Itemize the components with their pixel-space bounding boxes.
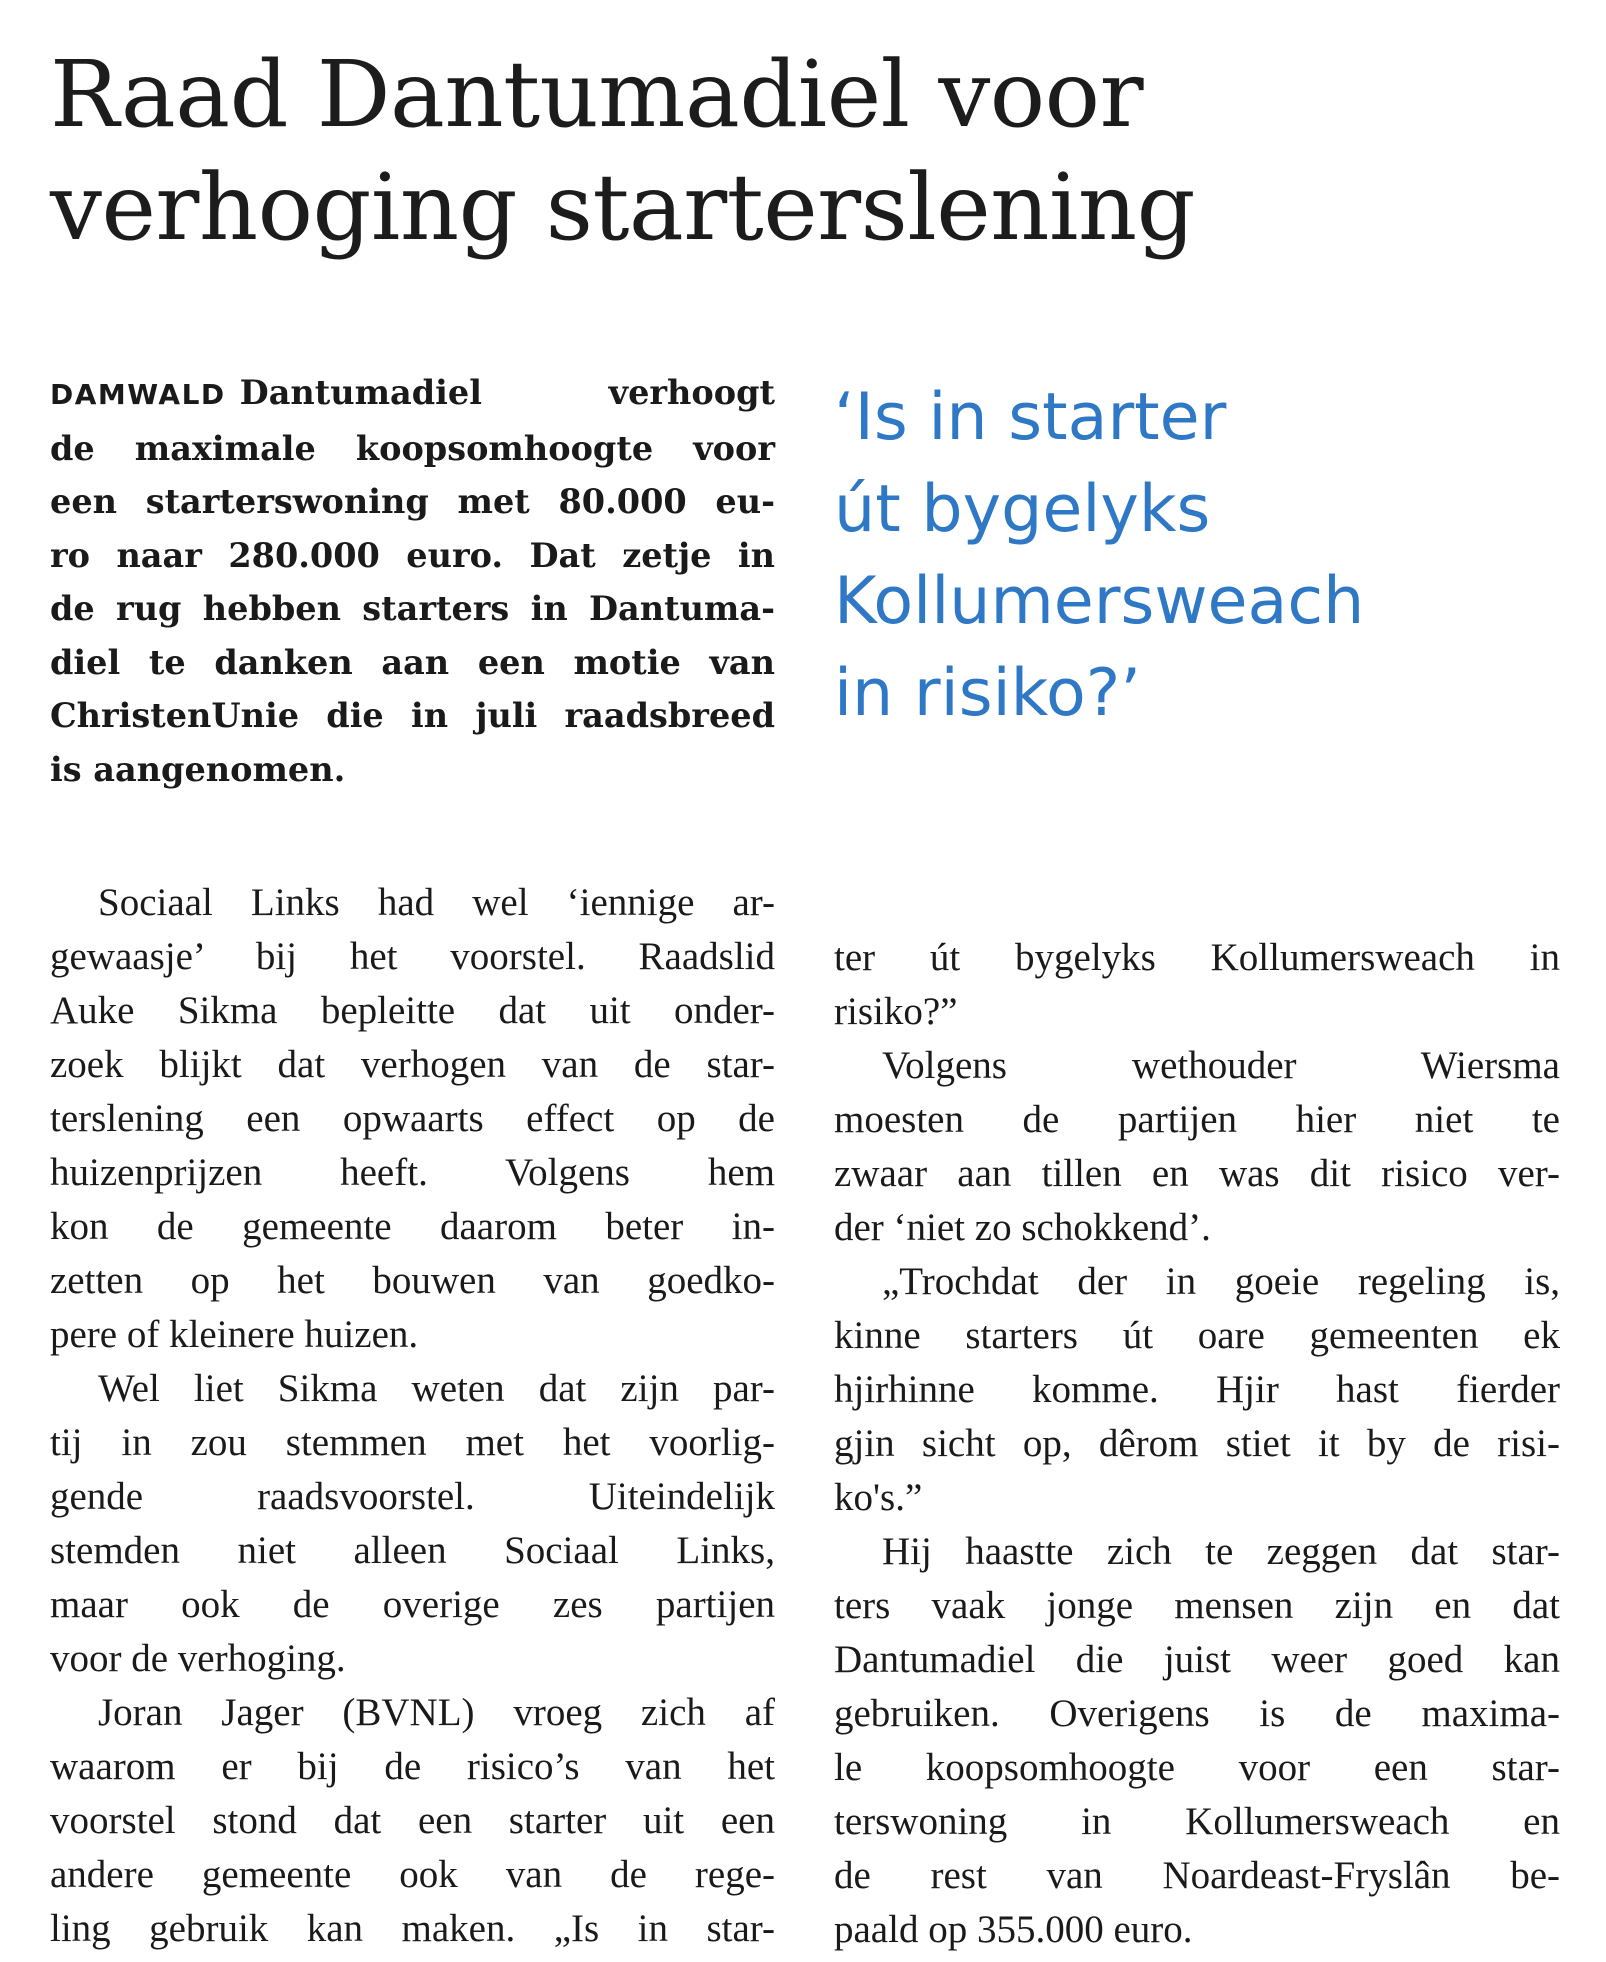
body-line: waarom er bij de risico’s van het [50,1745,775,1788]
body-line: „Trochdat der in goeie regeling is, [882,1260,1560,1303]
body-line: ter út bygelyks Kollumersweach in [834,936,1560,979]
body-line: zetten op het bouwen van goedko- [50,1259,775,1302]
body-line: Auke Sikma bepleitte dat uit onder- [50,989,775,1032]
body-line: kon de gemeente daarom beter in- [50,1205,775,1248]
body-line: gjin sicht op, dêrom stiet it by de risi- [834,1422,1560,1465]
lead-line: de maximale koopsomhoogte voor [50,428,775,468]
body-line: risiko?” [834,990,958,1033]
dateline: DAMWALD [50,378,226,411]
body-text-left [50,876,775,1956]
body-line: Wel liet Sikma weten dat zijn par- [98,1367,775,1410]
body-text-right [834,931,1560,1957]
body-line: Volgens wethouder Wiersma [882,1044,1560,1087]
lead-line: de rug hebben starters in Dantuma- [50,589,775,628]
body-line: terslening een opwaarts effect op de [50,1097,775,1140]
body-line: der ‘niet zo schokkend’. [834,1206,1211,1249]
lead-paragraph [50,366,775,796]
body-line: pere of kleinere huizen. [50,1313,419,1356]
body-line: voor de verhoging. [50,1637,346,1680]
body-line: ling gebruik kan maken. „Is in star- [50,1907,775,1950]
headline-line: verhoging starterslening [50,154,1196,261]
lead-line [50,366,775,422]
body-line: voorstel stond dat een starter uit een [50,1799,775,1842]
pull-quote-line: in risiko?’ [834,656,1141,731]
body-line: ko's.” [834,1476,923,1519]
headline [50,38,1560,264]
lead-line: ChristenUnie die in juli raadsbreed [50,696,775,735]
body-line: Dantumadiel die juist weer goed kan [834,1638,1560,1681]
body-line: gende raadsvoorstel. Uiteindelijk [50,1475,775,1518]
lead-line: is aangenomen. [50,749,346,789]
body-line: de rest van Noardeast-Fryslân be- [834,1854,1560,1897]
body-line: Joran Jager (BVNL) vroeg zich af [98,1691,775,1734]
body-line: andere gemeente ook van de rege- [50,1853,775,1896]
left-column [50,366,775,1950]
body-line: moesten de partijen hier niet te [834,1098,1560,1141]
body-line: Hij haastte zich te zeggen dat star- [882,1530,1560,1573]
body-line: le koopsomhoogte voor een star- [834,1746,1560,1789]
pull-quote-line: út bygelyks [834,472,1211,547]
body-line: gewaasje’ bij het voorstel. Raadslid [50,935,775,978]
body-line: maar ook de overige zes partijen [50,1583,775,1626]
lead-line-text: Dantumadiel verhoogt [239,373,775,412]
body-line: terswoning in Kollumersweach en [834,1800,1560,1843]
headline-line: Raad Dantumadiel voor [50,41,1144,148]
lead-line: een starterswoning met 80.000 eu- [50,482,775,521]
pull-quote-line: ‘Is in starter [834,380,1227,455]
body-line: hjirhinne komme. Hjir hast fierder [834,1368,1560,1411]
body-line: zwaar aan tillen en was dit risico ver- [834,1152,1560,1195]
body-line: stemden niet alleen Sociaal Links, [50,1529,775,1572]
body-line: zoek blijkt dat verhogen van de star- [50,1043,775,1086]
body-line: kinne starters út oare gemeenten ek [834,1314,1560,1357]
right-column [834,366,1560,1951]
body-line: ters vaak jonge mensen zijn en dat [834,1584,1560,1627]
pull-quote [834,372,1560,740]
body-line: tij in zou stemmen met het voorlig- [50,1421,775,1464]
pull-quote-line: Kollumersweach [834,564,1365,639]
lead-line: ro naar 280.000 euro. Dat zetje in [50,535,775,575]
body-line: huizenprijzen heeft. Volgens hem [50,1151,775,1194]
article [50,38,1560,1951]
body-line: Sociaal Links had wel ‘iennige ar- [98,881,775,924]
body-line: paald op 355.000 euro. [834,1908,1193,1951]
body-line: gebruiken. Overigens is de maxima- [834,1692,1560,1735]
lead-line: diel te danken aan een motie van [50,642,775,682]
